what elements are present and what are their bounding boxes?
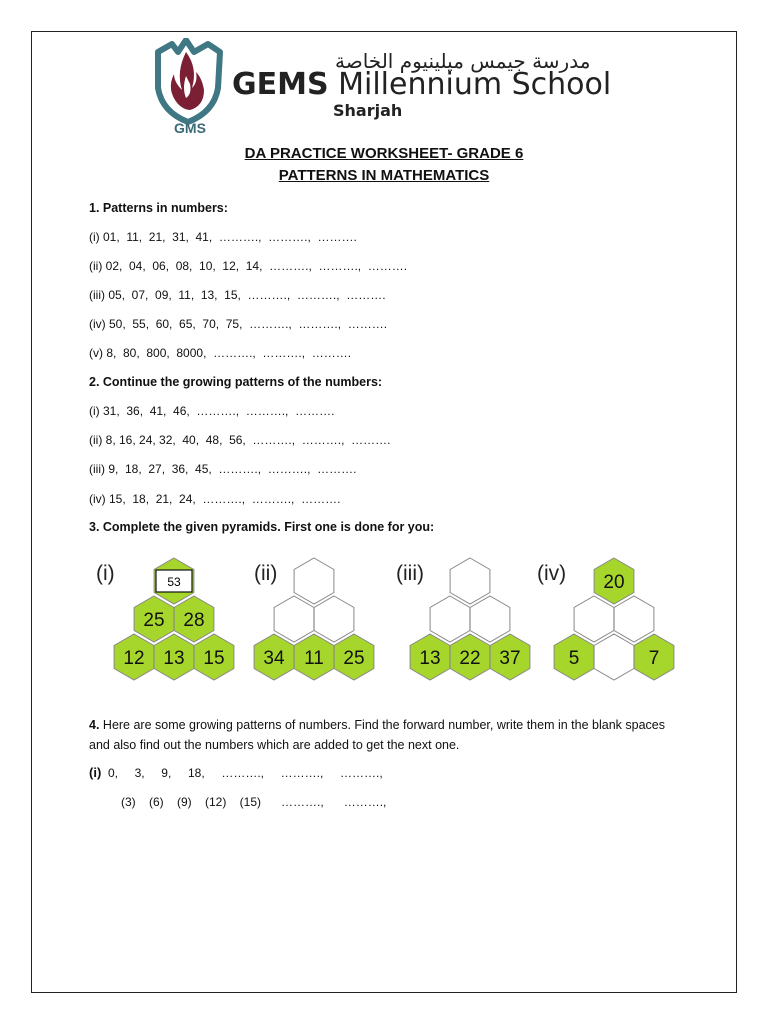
q4-number: 4. [89, 718, 100, 732]
q2-line-1: (i) 31, 36, 41, 46, ………., ………., ………. [89, 404, 335, 418]
pyramid-1-bottom-3-value: 15 [203, 648, 225, 669]
q4-row-1 [89, 765, 383, 780]
q1-line-5: (v) 8, 80, 800, 8000, ………., ………., ………. [89, 346, 352, 360]
pyramid-4-top-value: 20 [603, 572, 625, 593]
school-city: Sharjah [333, 101, 403, 120]
q1-line-1: (i) 01, 11, 21, 31, 41, ………., ………., ………. [89, 230, 357, 244]
worksheet-subtitle: PATTERNS IN MATHEMATICS [278, 167, 490, 184]
pyramid-3-label: (iii) [396, 562, 424, 585]
pyramid-1-middle-2-value: 28 [183, 610, 205, 631]
pyramid-3-middle-1-hexagon [430, 596, 470, 642]
pyramid-3-bottom-1-value: 13 [419, 648, 441, 669]
q2-line-3: (iii) 9, 18, 27, 36, 45, ………., ………., ………. [89, 462, 357, 476]
pyramid-2-bottom-1-value: 34 [263, 648, 285, 669]
pyramid-1-label: (i) [96, 562, 115, 585]
pyramid-3-top-hexagon [450, 558, 490, 604]
pyramid-2-middle-1-hexagon [274, 596, 314, 642]
pyramid-4-bottom-2-hexagon [594, 634, 634, 680]
pyramid-3-bottom-3-value: 37 [499, 648, 521, 669]
pyramid-4-middle-2-hexagon [614, 596, 654, 642]
q4-row-2: (3) (6) (9) (12) (15) ………., ………., [121, 795, 387, 809]
pyramid-2-top-hexagon [294, 558, 334, 604]
q1-line-4: (iv) 50, 55, 60, 65, 70, 75, ………., ………., ………. [89, 317, 388, 331]
q4-row-1-label: (i) [89, 765, 102, 780]
q3-heading: 3. Complete the given pyramids. First one is done for you: [89, 520, 435, 534]
school-name-bold: GEMS [232, 67, 329, 102]
q1-line-2: (ii) 02, 04, 06, 08, 10, 12, 14, ………., ………., ………. [89, 259, 408, 273]
pyramid-4-label: (iv) [537, 562, 567, 585]
q1-line-3: (iii) 05, 07, 09, 11, 13, 15, ………., ………., ………. [89, 288, 386, 302]
pyramid-1-middle-1-value: 25 [143, 610, 165, 631]
worksheet-title: DA PRACTICE WORKSHEET- GRADE 6 [244, 145, 524, 162]
pyramid-2-bottom-3-value: 25 [343, 648, 365, 669]
pyramid-4-bottom-3-value: 7 [648, 648, 660, 669]
pyramid-3-bottom-2-value: 22 [459, 648, 481, 669]
q2-line-4: (iv) 15, 18, 21, 24, ………., ………., ………. [89, 492, 341, 506]
school-name-rest: Millennium School [338, 67, 612, 102]
pyramid-4-middle-1-hexagon [574, 596, 614, 642]
school-name-arabic: مدرسة جيمس ميلينيوم الخاصة [335, 49, 591, 73]
q2-heading: 2. Continue the growing patterns of the numbers: [89, 375, 383, 389]
q4-text [89, 715, 679, 755]
q4-row-1-values: 0, 3, 9, 18, ………., ………., ………., [101, 766, 383, 780]
q2-line-2: (ii) 8, 16, 24, 32, 40, 48, 56, ………., ………., ………. [89, 433, 391, 447]
pyramid-1-top-value: 53 [167, 575, 181, 589]
logo-text: GMS [174, 120, 206, 136]
pyramid-1-bottom-2-value: 13 [163, 648, 185, 669]
pyramid-1-bottom-1-value: 12 [123, 648, 145, 669]
pyramid-4-bottom-1-value: 5 [568, 648, 580, 669]
pyramid-2-bottom-2-value: 11 [304, 648, 324, 669]
pyramid-3-middle-2-hexagon [470, 596, 510, 642]
pyramid-2-label: (ii) [254, 562, 278, 585]
q4-instructions: Here are some growing patterns of numbers. Find the forward number, write them in the blank spaces and also find out the numbers which are added to get the next one. [89, 718, 665, 752]
q1-heading: 1. Patterns in numbers: [89, 201, 228, 215]
pyramid-2-middle-2-hexagon [314, 596, 354, 642]
